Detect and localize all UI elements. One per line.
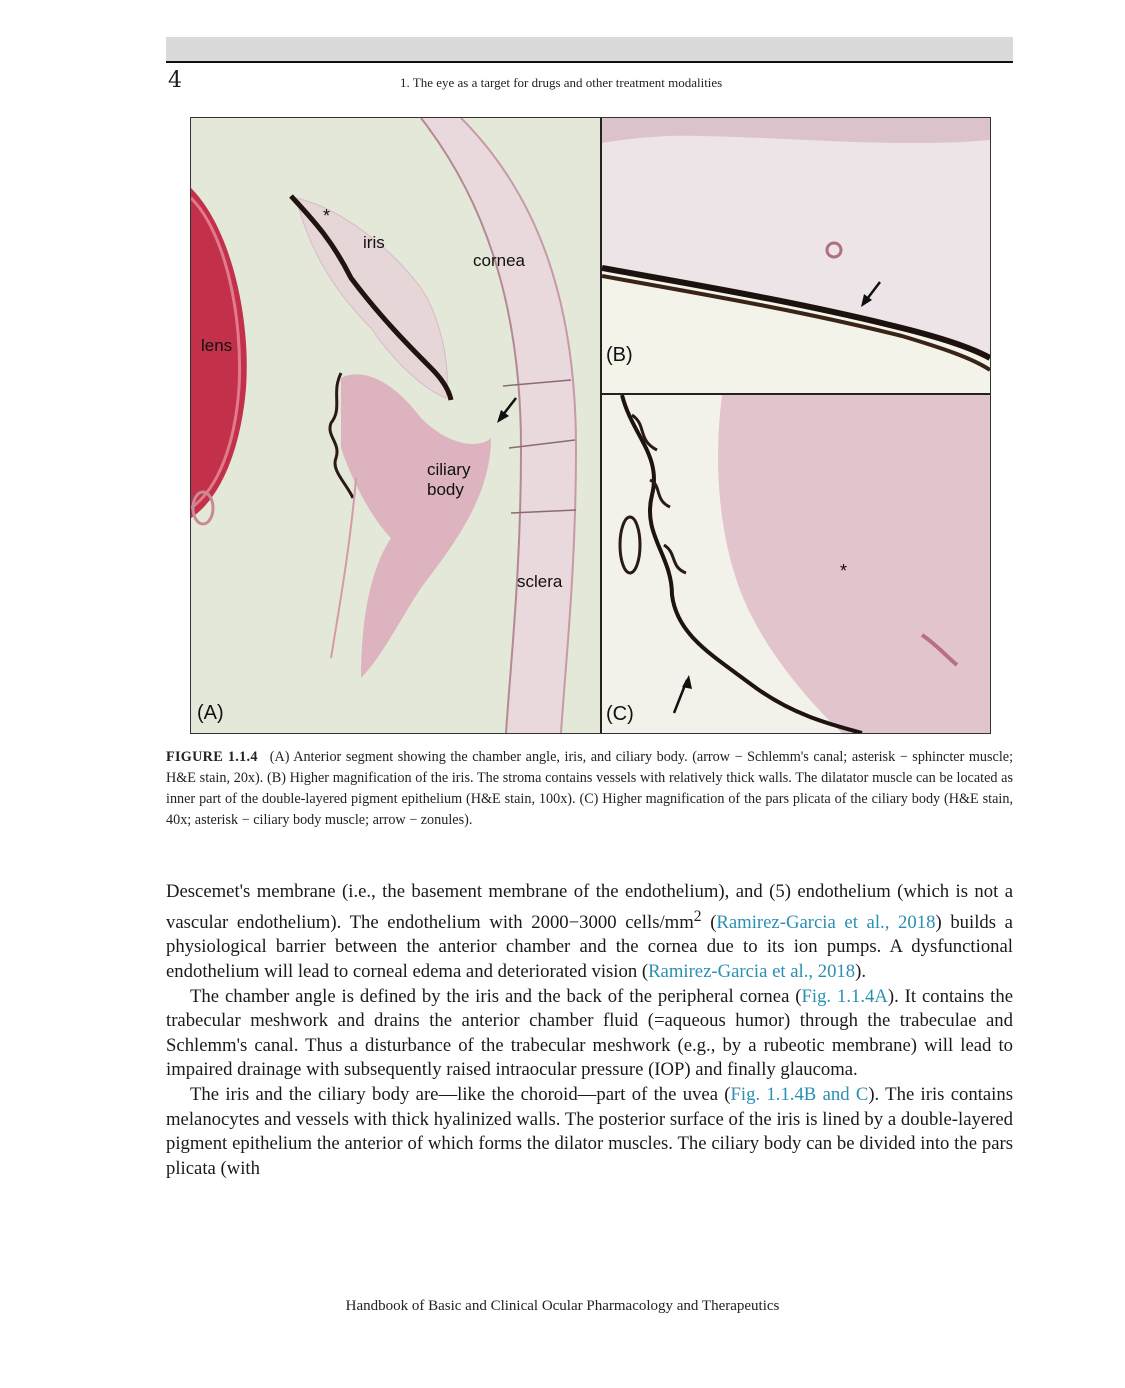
p1-text-1: Descemet's membrane (i.e., the basement membrane of the endothelium), and (5) endothelium (which is not a vascular endothelium). The endothelium with 2000−3000 cells/mm [166,881,1013,933]
panel-c-label: (C) [606,703,634,725]
running-head: 1. The eye as a target for drugs and other treatment modalities [400,75,723,90]
panel-b-micrograph [602,118,990,393]
panel-a-micrograph [191,118,600,733]
p1-superscript: 2 [693,907,702,925]
p1-text-2: ( [701,911,717,933]
body-text [166,880,1013,1181]
asterisk-sphincter: * [323,206,331,226]
caption-label: FIGURE 1.1.4 [166,749,258,765]
panel-a-label: (A) [197,702,224,724]
paragraph-2 [166,985,1013,1083]
figure-link[interactable]: Fig. 1.1.4B and C [730,1083,869,1105]
asterisk-ciliary-muscle: * [840,561,848,581]
p2-text-2: ). It contains the trabecular meshwork and drains the anterior chamber fluid (=aqueous humor) through the trabeculae and Schlemm's canal. Thus a disturbance of the trabecular meshwork (e.g., by a rubeotic membrane) will lead to impaired drainage with subsequently raised intraocular pressure (IOP) and finally glaucoma. [166,985,1013,1081]
paragraph-1 [166,880,1013,985]
label-iris: iris [363,233,385,252]
figure-1-1-4 [190,117,991,734]
header-band [166,37,1013,61]
citation-link[interactable]: Ramirez-Garcia et al., 2018 [648,961,856,983]
panel-b [602,118,990,395]
label-lens: lens [201,336,233,355]
panel-a [191,118,602,733]
citation-link[interactable]: Ramirez-Garcia et al., 2018 [716,911,936,933]
label-ciliary-body: ciliary body [427,460,471,499]
panel-c-micrograph [602,395,990,733]
paragraph-3 [166,1083,1013,1181]
page-number: 4 [168,68,182,93]
label-cornea: cornea [473,251,525,270]
p3-text-2: ). The iris contains melanocytes and vessels with thick hyalinized walls. The posterior surface of the iris is lined by a double-layered pigment epithelium the anterior of which forms the dilator muscles. The ciliary body can be divided into the pars plicata (with [166,1083,1013,1179]
footer-title: Handbook of Basic and Clinical Ocular Pharmacology and Therapeutics [345,1298,780,1314]
p1-text-4: ). [855,961,867,983]
p1-text-3: ) builds a physiological barrier between the anterior chamber and the cornea due to its ion pumps. A dysfunctional endothelium will lead to corneal edema and deteriorated vision ( [166,911,1013,983]
panel-b-label: (B) [606,344,633,366]
p2-text-1: The chamber angle is defined by the iris and the back of the peripheral cornea ( [190,985,802,1007]
p3-text-1: The iris and the ciliary body are—like the choroid—part of the uvea ( [190,1083,731,1105]
caption-text: (A) Anterior segment showing the chamber angle, iris, and ciliary body. (arrow − Schlemm's canal; asterisk − sphincter muscle; H&E stain, 20x). (B) Higher magnification of the iris. The stroma contains vessels with relatively thick walls. The dilatator muscle can be located as inner part of the double-layered pigment epithelium (H&E stain, 100x). (C) Higher magnification of the pars plicata of the ciliary body (H&E stain, 40x; asterisk − ciliary body muscle; arrow − zonules). [166,749,1014,828]
header-rule [166,61,1013,63]
label-sclera: sclera [517,572,563,591]
panel-c [602,395,990,733]
figure-link[interactable]: Fig. 1.1.4A [801,985,888,1007]
figure-caption [166,747,1013,831]
